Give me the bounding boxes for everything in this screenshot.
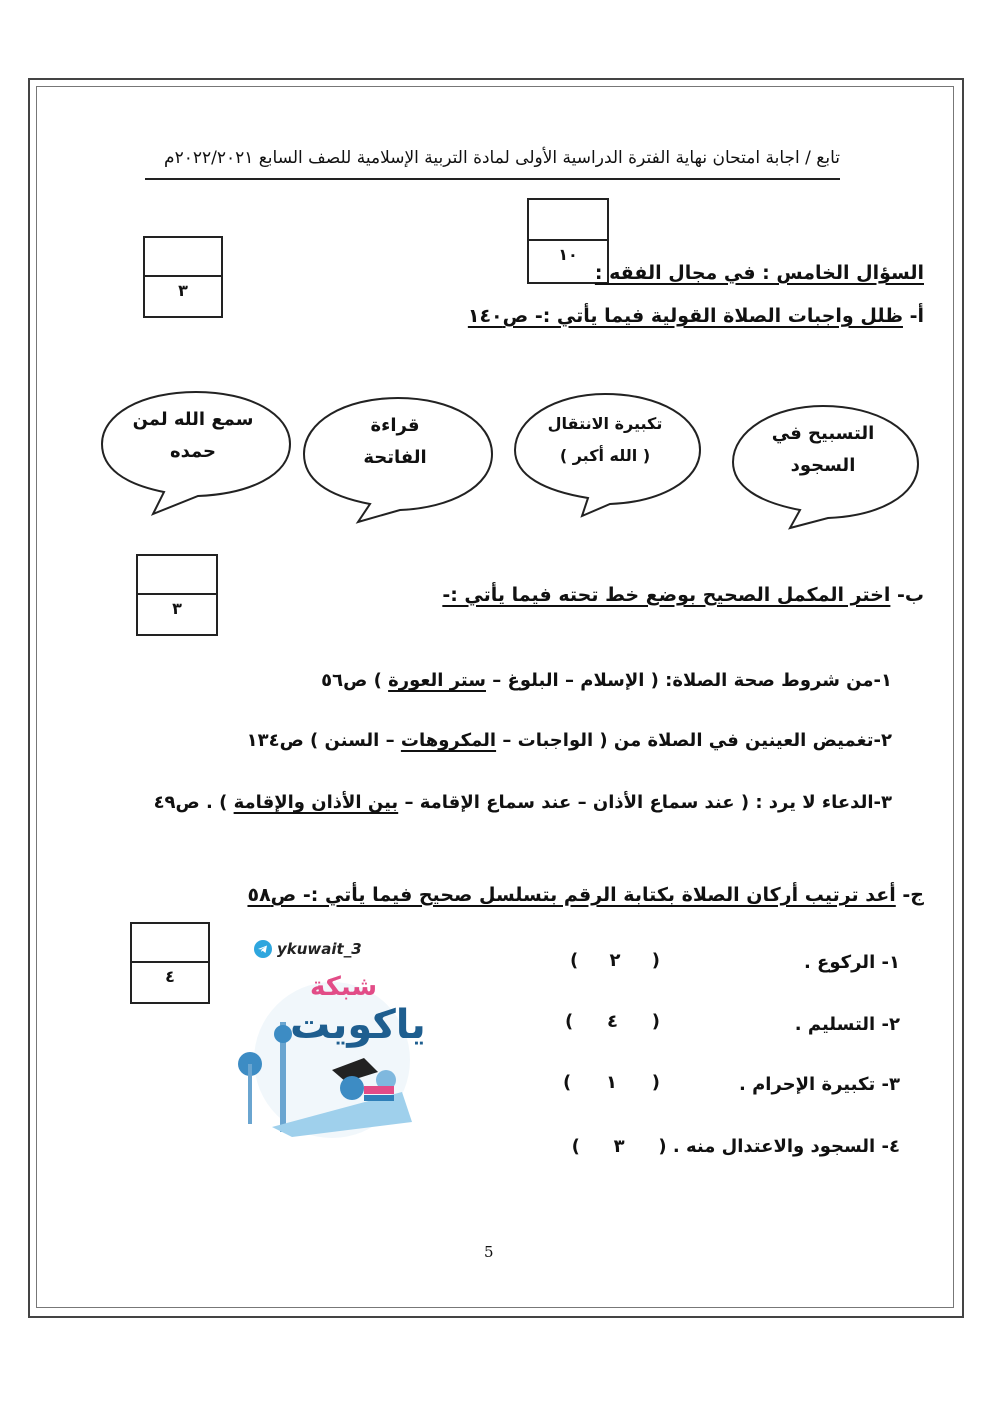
part-c-item-1: ١- الركوع .	[803, 952, 900, 973]
header-underline	[145, 178, 840, 180]
answer-blank-4[interactable]: ( ٣ )	[571, 1136, 667, 1157]
exam-header: تابع / اجابة امتحان نهاية الفترة الدراسية الأولى لمادة التربية الإسلامية للصف السابع ٢٠٢٢/٢٠٢١م	[164, 148, 840, 168]
logo-brand-top: شبكة	[310, 972, 378, 1002]
correct-answer[interactable]: ستر العورة	[388, 670, 486, 691]
part-c-instruction: أعد ترتيب أركان الصلاة بكتابة الرقم بتسلسل صحيح فيما يأتي :- ص٥٨	[247, 884, 896, 906]
part-b-score-value: ٣	[172, 599, 182, 618]
question-title: السؤال الخامس : في مجال الفقه :	[594, 262, 924, 284]
bubble-text: التسبيح في السجود	[771, 423, 875, 476]
part-b-item-2: ٢-تغميض العينين في الصلاة من ( الواجبات – المكروهات – السنن ) ص١٣٤	[246, 730, 892, 751]
part-b-heading	[442, 584, 924, 606]
telegram-handle: ykuwait_3	[254, 940, 362, 958]
part-a-instruction: ظلل واجبات الصلاة القولية فيما يأتي :- ص١٤٠	[467, 305, 903, 327]
part-c-item-2: ٢- التسليم .	[794, 1014, 900, 1035]
bubble-text: تكبيرة الانتقال ( الله أكبر )	[547, 414, 663, 465]
part-c-label: ج-	[902, 884, 924, 906]
total-score-value: ١٠	[558, 245, 578, 264]
part-b-instruction: اختر المكمل الصحيح بوضع خط تحته فيما يأتي :-	[442, 584, 891, 606]
part-a-score-value: ٣	[178, 281, 188, 300]
part-c-heading	[247, 884, 924, 906]
part-c-score-box	[130, 922, 210, 1004]
answer-blank-3[interactable]: ( ١ )	[563, 1072, 660, 1093]
logo-brand-main: ياكويت	[290, 1002, 426, 1048]
bubble-tasbih[interactable]	[728, 396, 928, 536]
bubble-text: قراءة الفاتحة	[363, 415, 427, 468]
bubble-text: سمع الله لمن حمده	[132, 409, 254, 462]
part-c-score-value: ٤	[165, 967, 175, 986]
bubble-takbir-intiqal[interactable]	[510, 386, 710, 526]
bubble-samiallah[interactable]	[98, 386, 298, 526]
part-b-score-box	[136, 554, 218, 636]
part-c-item-3: ٣- تكبيرة الإحرام .	[739, 1074, 900, 1095]
answer-blank-1[interactable]: ( ٢ )	[570, 950, 660, 971]
part-c-item-4: ٤- السجود والاعتدال منه . ( ٣ )	[571, 1136, 900, 1157]
bubble-fatiha[interactable]	[300, 392, 500, 532]
answer-blank-2[interactable]: ( ٤ )	[565, 1011, 660, 1032]
correct-answer[interactable]: المكروهات	[400, 730, 497, 751]
part-a-heading	[468, 305, 924, 327]
part-b-item-3: ٣-الدعاء لا يرد : ( عند سماع الأذان – عند سماع الإقامة – بين الأذان والإقامة ) . ص٤٩	[153, 792, 892, 813]
telegram-icon	[254, 940, 272, 958]
correct-answer[interactable]: بين الأذان والإقامة	[233, 792, 399, 813]
page-number: 5	[484, 1243, 494, 1261]
ykuwait-logo	[232, 940, 432, 1140]
part-b-item-1: ١-من شروط صحة الصلاة: ( الإسلام – البلوغ – ستر العورة ) ص٥٦	[321, 670, 892, 691]
part-a-score-box	[143, 236, 223, 318]
part-a-label: أ-	[909, 305, 924, 327]
part-b-label: ب-	[897, 584, 924, 606]
